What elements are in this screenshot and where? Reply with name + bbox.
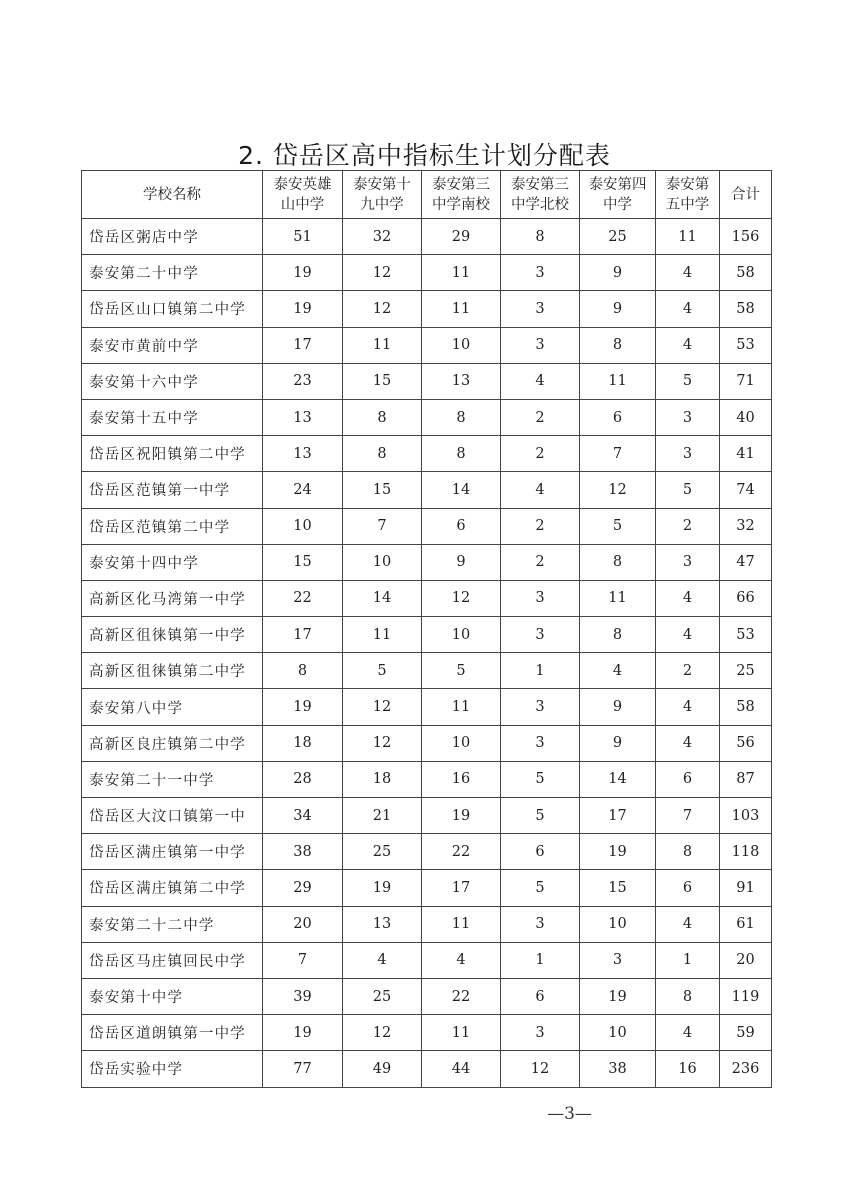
table-row [82,978,772,1014]
cell-no19: 12 [343,291,422,327]
cell-no3-south: 8 [422,436,501,472]
cell-total: 156 [720,219,772,255]
cell-no5: 4 [656,1015,720,1051]
cell-no3-north: 3 [501,580,580,616]
cell-no3-north: 2 [501,436,580,472]
cell-school-name: 高新区徂徕镇第二中学 [82,653,263,689]
cell-no4: 10 [580,1015,656,1051]
cell-total: 66 [720,580,772,616]
header-school-no3-south: 泰安第三 中学南校 [422,171,501,219]
header-school-yingxiongshan: 泰安英雄 山中学 [263,171,343,219]
cell-yingxiongshan: 17 [263,327,343,363]
cell-no5: 4 [656,725,720,761]
cell-no19: 25 [343,978,422,1014]
cell-no4: 11 [580,580,656,616]
cell-no3-south: 11 [422,906,501,942]
allocation-table [81,170,772,1088]
cell-no3-north: 3 [501,255,580,291]
cell-no5: 4 [656,291,720,327]
cell-no3-north: 3 [501,291,580,327]
cell-no3-north: 3 [501,617,580,653]
cell-no3-south: 4 [422,942,501,978]
cell-no4: 19 [580,834,656,870]
cell-no3-south: 10 [422,725,501,761]
cell-school-name: 岱岳区满庄镇第二中学 [82,870,263,906]
cell-no4: 8 [580,327,656,363]
cell-no5: 1 [656,942,720,978]
cell-no5: 8 [656,978,720,1014]
cell-yingxiongshan: 77 [263,1051,343,1087]
cell-school-name: 高新区化马湾第一中学 [82,580,263,616]
table-row [82,689,772,725]
cell-no3-north: 2 [501,399,580,435]
table-row [82,653,772,689]
cell-no19: 13 [343,906,422,942]
table-row [82,508,772,544]
cell-no5: 3 [656,544,720,580]
cell-no19: 12 [343,689,422,725]
cell-no5: 2 [656,508,720,544]
cell-total: 53 [720,617,772,653]
table-row [82,942,772,978]
cell-no3-north: 5 [501,761,580,797]
cell-yingxiongshan: 19 [263,1015,343,1051]
cell-total: 58 [720,291,772,327]
cell-no4: 6 [580,399,656,435]
table-row [82,870,772,906]
cell-no3-south: 11 [422,255,501,291]
table-row [82,399,772,435]
table-row [82,798,772,834]
cell-no19: 12 [343,1015,422,1051]
table-row [82,1015,772,1051]
header-school-no3-north: 泰安第三 中学北校 [501,171,580,219]
cell-no3-south: 17 [422,870,501,906]
table-row [82,363,772,399]
cell-yingxiongshan: 19 [263,291,343,327]
cell-school-name: 泰安第十四中学 [82,544,263,580]
cell-no19: 12 [343,255,422,291]
table-row [82,1051,772,1087]
cell-no3-north: 3 [501,1015,580,1051]
header-school-no19: 泰安第十 九中学 [343,171,422,219]
cell-school-name: 泰安第十中学 [82,978,263,1014]
cell-no3-north: 8 [501,219,580,255]
cell-total: 58 [720,689,772,725]
cell-total: 59 [720,1015,772,1051]
cell-no19: 19 [343,870,422,906]
cell-no3-south: 12 [422,580,501,616]
cell-no4: 10 [580,906,656,942]
cell-no3-south: 13 [422,363,501,399]
cell-total: 71 [720,363,772,399]
cell-yingxiongshan: 28 [263,761,343,797]
cell-no3-north: 5 [501,870,580,906]
cell-no5: 16 [656,1051,720,1087]
cell-yingxiongshan: 17 [263,617,343,653]
cell-no5: 4 [656,580,720,616]
cell-total: 40 [720,399,772,435]
cell-total: 58 [720,255,772,291]
cell-school-name: 高新区良庄镇第二中学 [82,725,263,761]
cell-school-name: 泰安第十六中学 [82,363,263,399]
cell-no19: 5 [343,653,422,689]
cell-no19: 14 [343,580,422,616]
cell-school-name: 岱岳区山口镇第二中学 [82,291,263,327]
cell-no4: 15 [580,870,656,906]
cell-school-name: 高新区徂徕镇第一中学 [82,617,263,653]
cell-no5: 5 [656,363,720,399]
cell-no4: 17 [580,798,656,834]
cell-school-name: 岱岳区马庄镇回民中学 [82,942,263,978]
cell-yingxiongshan: 10 [263,508,343,544]
cell-no3-south: 10 [422,327,501,363]
cell-no3-south: 44 [422,1051,501,1087]
cell-yingxiongshan: 22 [263,580,343,616]
cell-no3-south: 16 [422,761,501,797]
table-row [82,436,772,472]
cell-no4: 9 [580,725,656,761]
cell-no3-north: 4 [501,363,580,399]
cell-no3-south: 14 [422,472,501,508]
cell-total: 47 [720,544,772,580]
cell-yingxiongshan: 34 [263,798,343,834]
cell-no3-south: 10 [422,617,501,653]
cell-no19: 15 [343,472,422,508]
cell-yingxiongshan: 7 [263,942,343,978]
table-row [82,219,772,255]
table-row [82,834,772,870]
cell-no3-north: 4 [501,472,580,508]
cell-no5: 4 [656,617,720,653]
cell-total: 25 [720,653,772,689]
cell-no3-north: 1 [501,653,580,689]
cell-school-name: 泰安第八中学 [82,689,263,725]
cell-no4: 8 [580,544,656,580]
cell-no3-north: 3 [501,725,580,761]
cell-no19: 10 [343,544,422,580]
cell-no3-south: 6 [422,508,501,544]
cell-school-name: 岱岳区道朗镇第一中学 [82,1015,263,1051]
cell-total: 91 [720,870,772,906]
cell-school-name: 岱岳区范镇第二中学 [82,508,263,544]
table-row [82,255,772,291]
cell-no3-south: 11 [422,689,501,725]
page-title: 2. 岱岳区高中指标生计划分配表 [238,141,611,170]
cell-no4: 4 [580,653,656,689]
cell-school-name: 泰安市黄前中学 [82,327,263,363]
cell-no19: 15 [343,363,422,399]
cell-no3-south: 22 [422,978,501,1014]
cell-school-name: 泰安第十五中学 [82,399,263,435]
cell-total: 119 [720,978,772,1014]
table-row [82,291,772,327]
cell-no4: 9 [580,255,656,291]
cell-school-name: 岱岳区范镇第一中学 [82,472,263,508]
cell-no19: 8 [343,399,422,435]
cell-no5: 4 [656,327,720,363]
table-header-row [82,171,772,219]
cell-no3-north: 12 [501,1051,580,1087]
cell-total: 56 [720,725,772,761]
cell-total: 87 [720,761,772,797]
cell-yingxiongshan: 15 [263,544,343,580]
table-row [82,761,772,797]
header-school-no5: 泰安第 五中学 [656,171,720,219]
cell-school-name: 泰安第二十一中学 [82,761,263,797]
cell-no4: 11 [580,363,656,399]
cell-yingxiongshan: 51 [263,219,343,255]
cell-no4: 14 [580,761,656,797]
cell-school-name: 岱岳实验中学 [82,1051,263,1087]
cell-no19: 32 [343,219,422,255]
cell-no4: 25 [580,219,656,255]
cell-no3-south: 22 [422,834,501,870]
table-row [82,472,772,508]
table-row [82,580,772,616]
cell-no5: 4 [656,255,720,291]
cell-no4: 5 [580,508,656,544]
cell-no19: 8 [343,436,422,472]
cell-school-name: 岱岳区满庄镇第一中学 [82,834,263,870]
cell-no5: 6 [656,761,720,797]
cell-no4: 19 [580,978,656,1014]
cell-no3-north: 3 [501,906,580,942]
cell-no19: 49 [343,1051,422,1087]
cell-total: 32 [720,508,772,544]
table-row [82,725,772,761]
cell-total: 53 [720,327,772,363]
cell-no19: 7 [343,508,422,544]
cell-yingxiongshan: 8 [263,653,343,689]
cell-no3-north: 1 [501,942,580,978]
cell-total: 118 [720,834,772,870]
cell-yingxiongshan: 18 [263,725,343,761]
cell-yingxiongshan: 19 [263,689,343,725]
cell-no4: 38 [580,1051,656,1087]
cell-no3-south: 11 [422,291,501,327]
cell-no5: 4 [656,906,720,942]
cell-no19: 18 [343,761,422,797]
cell-total: 61 [720,906,772,942]
cell-no3-north: 2 [501,544,580,580]
cell-no19: 11 [343,617,422,653]
cell-yingxiongshan: 38 [263,834,343,870]
cell-total: 74 [720,472,772,508]
cell-school-name: 泰安第二十中学 [82,255,263,291]
cell-no4: 8 [580,617,656,653]
cell-yingxiongshan: 13 [263,436,343,472]
cell-no3-north: 5 [501,798,580,834]
table-row [82,617,772,653]
cell-total: 236 [720,1051,772,1087]
cell-no19: 4 [343,942,422,978]
cell-total: 103 [720,798,772,834]
cell-no3-south: 11 [422,1015,501,1051]
cell-no3-south: 9 [422,544,501,580]
cell-no3-south: 29 [422,219,501,255]
cell-no5: 3 [656,436,720,472]
cell-yingxiongshan: 19 [263,255,343,291]
cell-no3-north: 2 [501,508,580,544]
cell-no3-north: 6 [501,834,580,870]
cell-no5: 5 [656,472,720,508]
table-row [82,906,772,942]
cell-yingxiongshan: 13 [263,399,343,435]
cell-no19: 21 [343,798,422,834]
cell-no4: 9 [580,291,656,327]
cell-no3-south: 5 [422,653,501,689]
header-school-name: 学校名称 [82,171,263,219]
cell-total: 41 [720,436,772,472]
cell-no5: 7 [656,798,720,834]
cell-no19: 25 [343,834,422,870]
cell-no4: 9 [580,689,656,725]
table-body [82,219,772,1088]
cell-no5: 6 [656,870,720,906]
table-row [82,544,772,580]
header-school-no4: 泰安第四 中学 [580,171,656,219]
header-total: 合计 [720,171,772,219]
cell-total: 20 [720,942,772,978]
cell-no3-north: 3 [501,689,580,725]
cell-no5: 8 [656,834,720,870]
cell-school-name: 岱岳区粥店中学 [82,219,263,255]
page-number: —3— [547,1104,592,1124]
cell-yingxiongshan: 29 [263,870,343,906]
cell-no19: 12 [343,725,422,761]
cell-no5: 11 [656,219,720,255]
cell-yingxiongshan: 39 [263,978,343,1014]
cell-no3-north: 6 [501,978,580,1014]
cell-no4: 7 [580,436,656,472]
cell-yingxiongshan: 20 [263,906,343,942]
cell-no3-south: 19 [422,798,501,834]
cell-yingxiongshan: 24 [263,472,343,508]
cell-school-name: 岱岳区祝阳镇第二中学 [82,436,263,472]
cell-school-name: 泰安第二十二中学 [82,906,263,942]
cell-no5: 4 [656,689,720,725]
cell-no3-south: 8 [422,399,501,435]
cell-no3-north: 3 [501,327,580,363]
cell-yingxiongshan: 23 [263,363,343,399]
cell-no5: 3 [656,399,720,435]
cell-no4: 3 [580,942,656,978]
cell-no4: 12 [580,472,656,508]
cell-no5: 2 [656,653,720,689]
cell-school-name: 岱岳区大汶口镇第一中 [82,798,263,834]
cell-no19: 11 [343,327,422,363]
table-row [82,327,772,363]
